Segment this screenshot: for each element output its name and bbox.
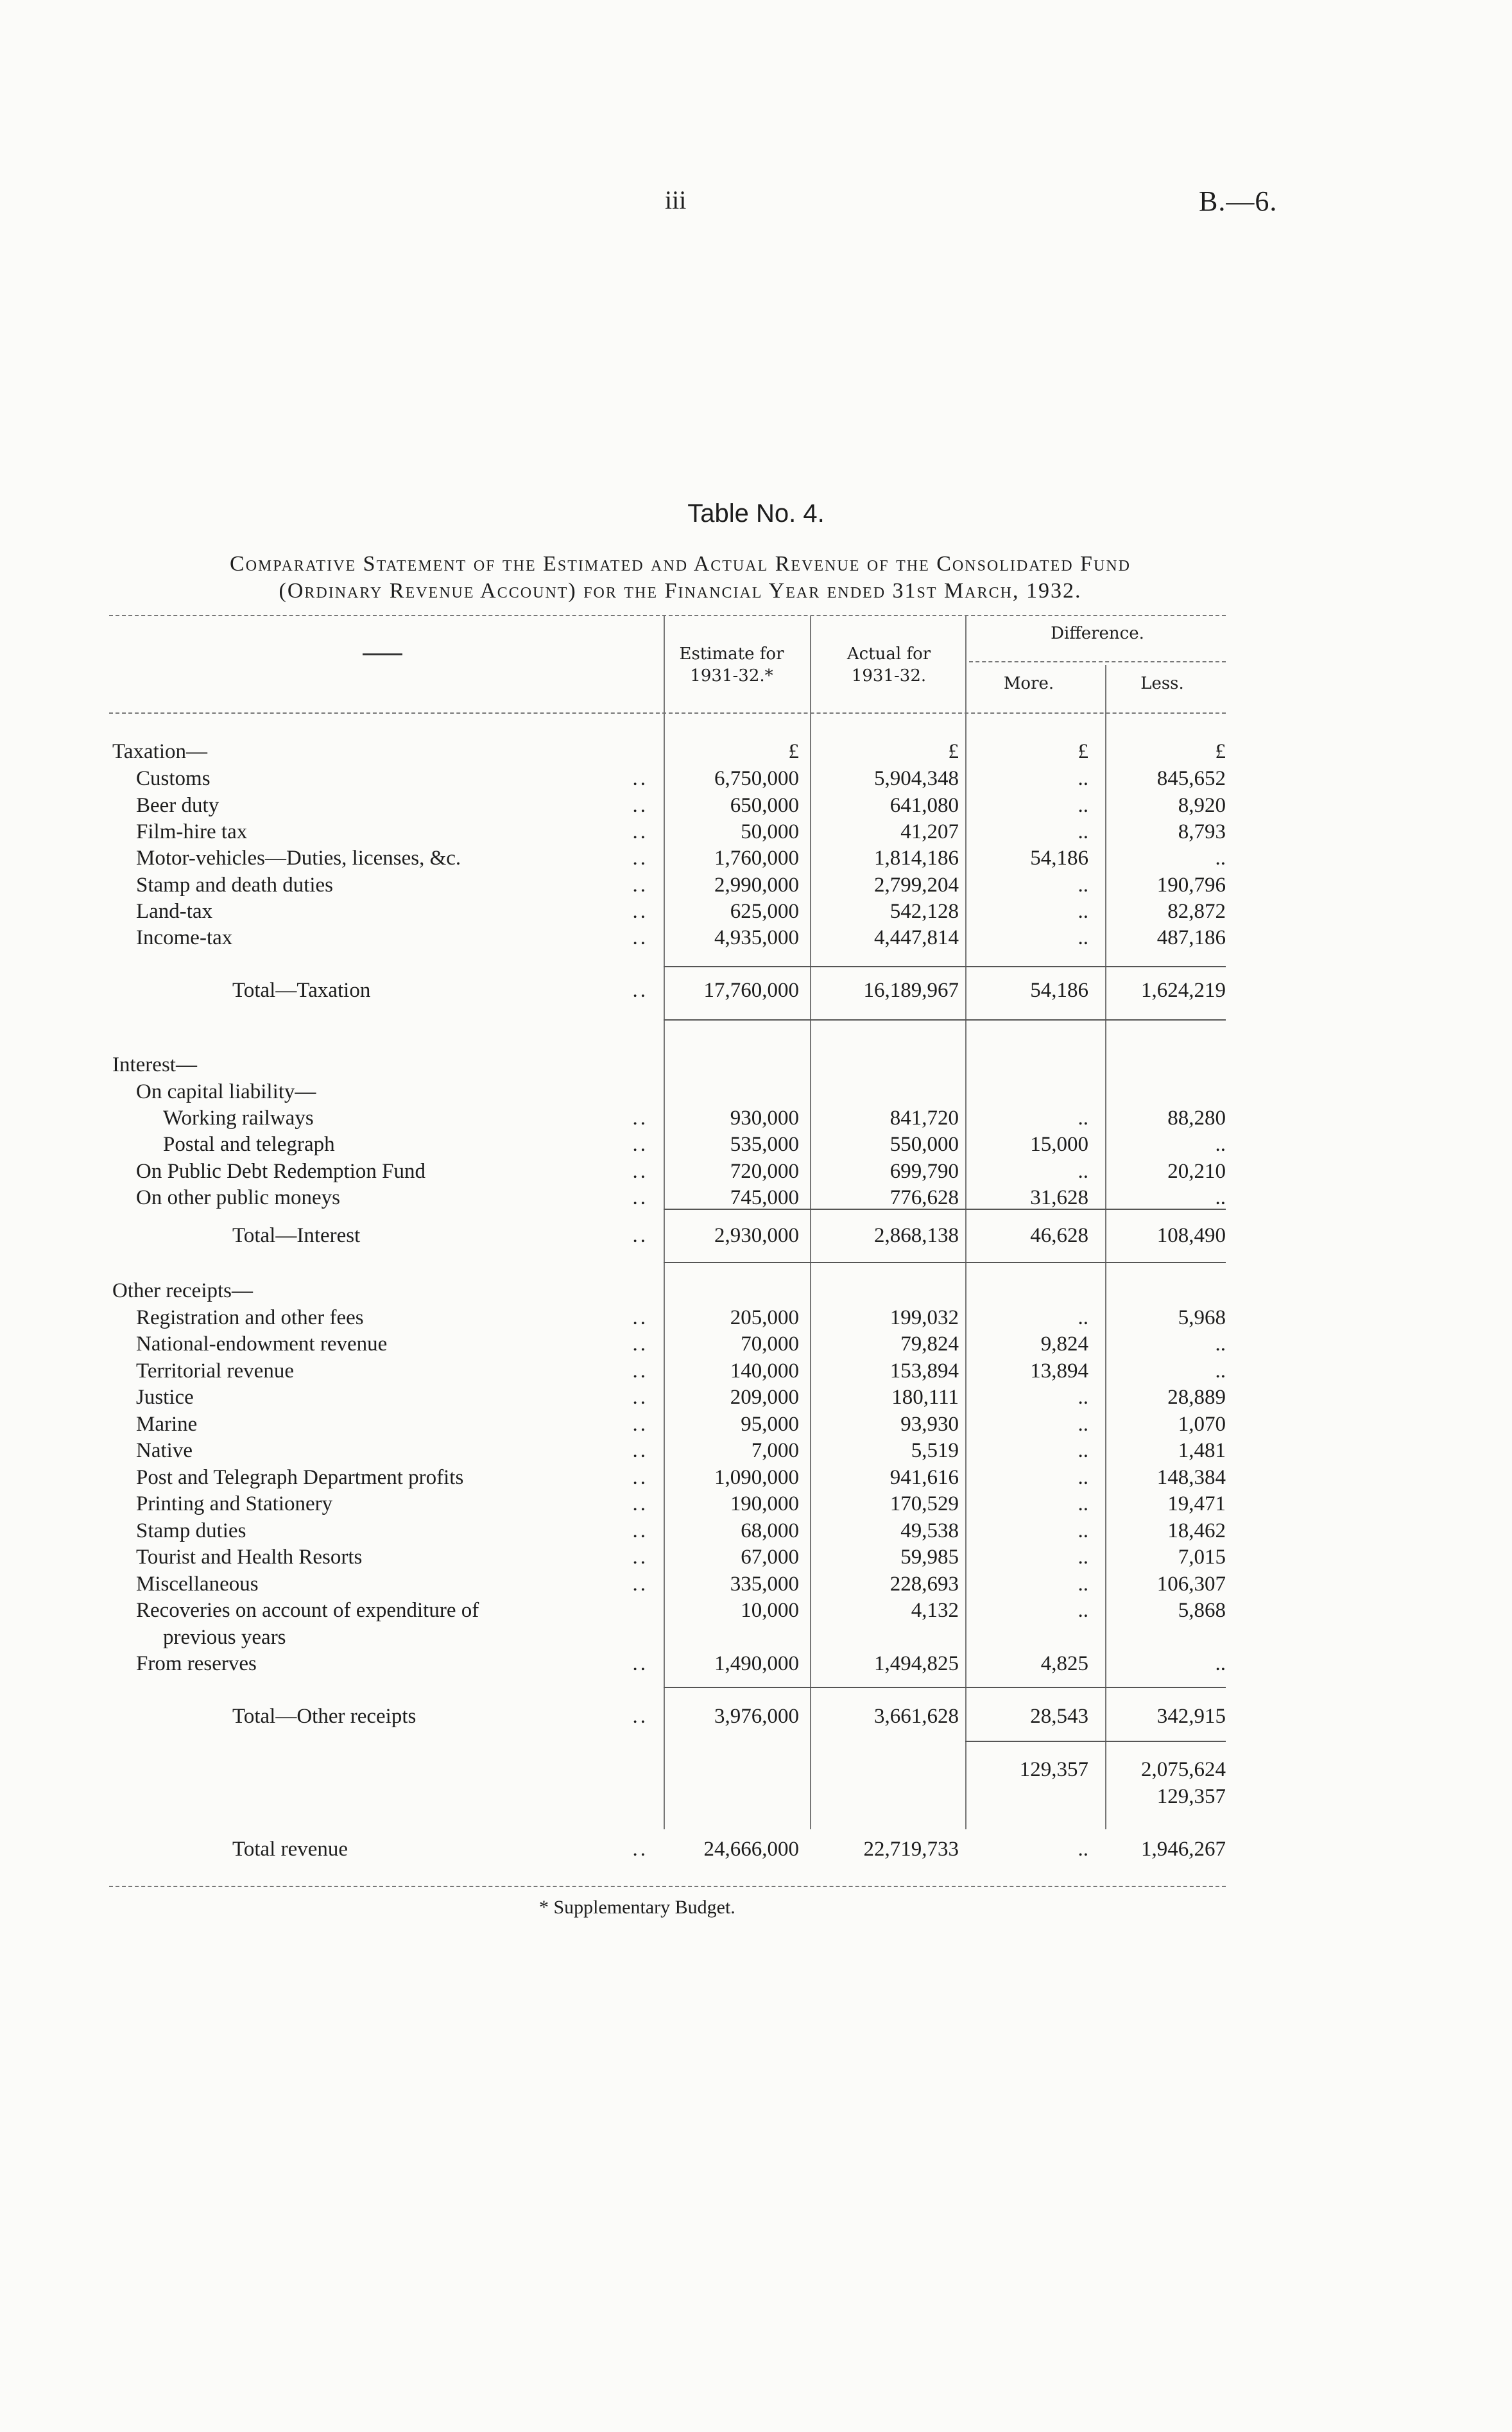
cell-estimate: 24,666,000 <box>703 1838 799 1861</box>
leader-dots: .. <box>632 1652 648 1675</box>
table-row-miscellaneous <box>0 1571 1512 1598</box>
cell-estimate: 67,000 <box>741 1546 799 1569</box>
cell-actual: 4,447,814 <box>874 926 959 949</box>
footnote: * Supplementary Budget. <box>539 1897 735 1918</box>
row-label: Income-tax <box>136 926 233 949</box>
cell-more: .. <box>1078 1439 1088 1462</box>
interest-total-bottom-rule <box>664 1262 1226 1263</box>
table-row-taxation <box>0 738 1512 765</box>
row-label: Miscellaneous <box>136 1573 259 1596</box>
cell-actual: 5,519 <box>911 1439 959 1462</box>
cell-estimate: 68,000 <box>741 1519 799 1542</box>
leader-dots: .. <box>632 1306 648 1329</box>
cell-estimate: 625,000 <box>730 900 799 923</box>
row-label: From reserves <box>136 1652 257 1675</box>
cell-more: 129,357 <box>1019 1758 1088 1781</box>
cell-more: .. <box>1078 1466 1088 1489</box>
table-row-marine <box>0 1411 1512 1438</box>
cell-less: 845,652 <box>1156 767 1226 790</box>
taxation-total-bottom-rule <box>664 1019 1226 1021</box>
table-top-rule <box>109 615 1226 616</box>
table-row-from-reserves <box>0 1650 1512 1677</box>
cell-estimate: 1,090,000 <box>714 1466 799 1489</box>
cell-estimate: 2,990,000 <box>714 874 799 897</box>
row-label: Justice <box>136 1386 194 1409</box>
cell-actual: £ <box>948 740 959 763</box>
row-label: previous years <box>163 1626 286 1649</box>
cell-more: .. <box>1078 1413 1088 1436</box>
table-row-blank <box>0 1783 1512 1810</box>
cell-estimate: 10,000 <box>741 1599 799 1622</box>
cell-more: .. <box>1078 874 1088 897</box>
leader-dots: .. <box>632 1413 648 1436</box>
cell-more: .. <box>1078 794 1088 817</box>
table-row-working-railways <box>0 1105 1512 1132</box>
cell-more: 15,000 <box>1030 1133 1088 1156</box>
cell-estimate: 720,000 <box>730 1160 799 1183</box>
leader-dots: .. <box>632 1133 648 1156</box>
cell-less: 342,915 <box>1156 1705 1226 1728</box>
header-difference: Difference. <box>1051 624 1144 643</box>
cell-less: 82,872 <box>1167 900 1226 923</box>
cell-less: 5,868 <box>1178 1599 1226 1622</box>
other-total-rule <box>664 1687 1226 1688</box>
cell-less: 8,793 <box>1178 820 1226 843</box>
row-label: Total revenue <box>232 1838 348 1861</box>
leader-dots: .. <box>632 1186 648 1209</box>
cell-actual: 49,538 <box>900 1519 959 1542</box>
table-row-on-public-debt-redemption-fund <box>0 1158 1512 1185</box>
row-label: Motor-vehicles—Duties, licenses, &c. <box>136 847 461 870</box>
cell-actual: 776,628 <box>889 1186 959 1209</box>
cell-more: .. <box>1078 1306 1088 1329</box>
cell-more: .. <box>1078 1546 1088 1569</box>
leader-dots: .. <box>632 820 648 843</box>
leader-dots: .. <box>632 1439 648 1462</box>
row-label: Customs <box>136 767 210 790</box>
cell-more: 54,186 <box>1030 847 1088 870</box>
row-label: Total—Interest <box>232 1224 361 1247</box>
cell-less: .. <box>1215 1133 1226 1156</box>
table-row-other-receipts <box>0 1277 1512 1304</box>
table-row-previous-years <box>0 1624 1512 1651</box>
cell-actual: 153,894 <box>889 1359 959 1383</box>
table-row-recoveries-on-account-of-expenditure-of <box>0 1597 1512 1624</box>
table-row-income-tax <box>0 924 1512 951</box>
cell-estimate: 6,750,000 <box>714 767 799 790</box>
cell-less: 28,889 <box>1167 1386 1226 1409</box>
row-label: Interest— <box>112 1053 197 1076</box>
table-row-film-hire-tax <box>0 818 1512 845</box>
table-row-stamp-and-death-duties <box>0 872 1512 899</box>
table-row-on-capital-liability <box>0 1078 1512 1105</box>
cell-more: .. <box>1078 1107 1088 1130</box>
leader-dots: .. <box>632 979 648 1002</box>
cell-less: 5,968 <box>1178 1306 1226 1329</box>
cell-more: .. <box>1078 1838 1088 1861</box>
cell-less: £ <box>1215 740 1226 763</box>
document-reference: B.—6. <box>1199 185 1278 217</box>
cell-less: 1,946,267 <box>1141 1838 1226 1861</box>
cell-less: 2,075,624 <box>1141 1758 1226 1781</box>
leader-dots: .. <box>632 1332 648 1356</box>
leader-dots: .. <box>632 1359 648 1383</box>
table-row-territorial-revenue <box>0 1358 1512 1384</box>
cell-more: .. <box>1078 1519 1088 1542</box>
row-label: National-endowment revenue <box>136 1332 388 1356</box>
row-label: Registration and other fees <box>136 1306 364 1329</box>
table-row-registration-and-other-fees <box>0 1304 1512 1331</box>
leader-dots: .. <box>632 900 648 923</box>
row-label: Recoveries on account of expenditure of <box>136 1599 479 1622</box>
cell-estimate: 2,930,000 <box>714 1224 799 1247</box>
cell-less: .. <box>1215 1332 1226 1356</box>
cell-estimate: 17,760,000 <box>703 979 799 1002</box>
cell-actual: 79,824 <box>900 1332 959 1356</box>
table-row-justice <box>0 1384 1512 1411</box>
table-subtitle-line-1: Comparative Statement of the Estimated and Actual Revenue of the Consolidated Fund <box>230 552 1131 576</box>
cell-more: .. <box>1078 1492 1088 1515</box>
cell-more: .. <box>1078 900 1088 923</box>
cell-less: 19,471 <box>1167 1492 1226 1515</box>
page-number: iii <box>665 185 687 214</box>
other-total-bottom-rule <box>965 1741 1226 1742</box>
leader-dots: .. <box>632 1519 648 1542</box>
cell-less: .. <box>1215 1652 1226 1675</box>
table-row-on-other-public-moneys <box>0 1184 1512 1211</box>
leader-dots: .. <box>632 1224 648 1247</box>
leader-dots: .. <box>632 1838 648 1861</box>
header-estimate: Estimate for 1931-32.* <box>679 644 784 686</box>
cell-less: 1,481 <box>1178 1439 1226 1462</box>
cell-estimate: 190,000 <box>730 1492 799 1515</box>
cell-estimate: 3,976,000 <box>714 1705 799 1728</box>
row-label: On other public moneys <box>136 1186 341 1209</box>
cell-actual: 93,930 <box>900 1413 959 1436</box>
cell-less: 487,186 <box>1156 926 1226 949</box>
row-label: On Public Debt Redemption Fund <box>136 1160 425 1183</box>
table-row-total-revenue <box>0 1836 1512 1863</box>
table-row-post-and-telegraph-department-profits <box>0 1464 1512 1491</box>
cell-more: .. <box>1078 1599 1088 1622</box>
cell-estimate: 140,000 <box>730 1359 799 1383</box>
cell-more: 46,628 <box>1030 1224 1088 1247</box>
cell-less: 1,070 <box>1178 1413 1226 1436</box>
cell-less: .. <box>1215 1186 1226 1209</box>
table-row-land-tax <box>0 898 1512 925</box>
leader-dots: .. <box>632 1107 648 1130</box>
cell-more: 9,824 <box>1040 1332 1088 1356</box>
header-bottom-rule <box>109 712 1226 714</box>
row-label: Post and Telegraph Department profits <box>136 1466 464 1489</box>
cell-more: 13,894 <box>1030 1359 1088 1383</box>
cell-actual: 550,000 <box>889 1133 959 1156</box>
cell-less: .. <box>1215 1359 1226 1383</box>
cell-actual: 699,790 <box>889 1160 959 1183</box>
table-bottom-rule <box>109 1886 1226 1887</box>
table-row-stamp-duties <box>0 1517 1512 1544</box>
leader-dots: .. <box>632 1466 648 1489</box>
cell-less: 108,490 <box>1156 1224 1226 1247</box>
leader-dots: .. <box>632 1386 648 1409</box>
cell-estimate: 650,000 <box>730 794 799 817</box>
table-title: Table No. 4. <box>687 499 825 528</box>
table-row-motor-vehicles-duties-licenses-c <box>0 845 1512 872</box>
cell-less: 8,920 <box>1178 794 1226 817</box>
cell-actual: 841,720 <box>889 1107 959 1130</box>
row-label: Territorial revenue <box>136 1359 294 1383</box>
cell-actual: 1,494,825 <box>874 1652 959 1675</box>
row-label: On capital liability— <box>136 1080 316 1103</box>
taxation-total-rule <box>664 966 1226 967</box>
cell-actual: 180,111 <box>891 1386 959 1409</box>
leader-dots: .. <box>632 767 648 790</box>
cell-estimate: 209,000 <box>730 1386 799 1409</box>
cell-estimate: 745,000 <box>730 1186 799 1209</box>
cell-actual: 2,799,204 <box>874 874 959 897</box>
difference-subheader-rule <box>969 661 1226 662</box>
cell-less: 106,307 <box>1156 1573 1226 1596</box>
table-row-interest <box>0 1051 1512 1078</box>
header-more: More. <box>1003 674 1054 693</box>
row-label: Film-hire tax <box>136 820 248 843</box>
cell-less: 129,357 <box>1156 1785 1226 1808</box>
cell-more: 54,186 <box>1030 979 1088 1002</box>
leader-dots: .. <box>632 847 648 870</box>
cell-actual: 16,189,967 <box>863 979 959 1002</box>
cell-actual: 22,719,733 <box>863 1838 959 1861</box>
leader-dots: .. <box>632 794 648 817</box>
header-blank-dash <box>363 653 402 655</box>
cell-estimate: 50,000 <box>741 820 799 843</box>
cell-more: 31,628 <box>1030 1186 1088 1209</box>
cell-less: 88,280 <box>1167 1107 1226 1130</box>
cell-more: £ <box>1078 740 1088 763</box>
leader-dots: .. <box>632 1546 648 1569</box>
table-row-postal-and-telegraph <box>0 1131 1512 1158</box>
table-row-native <box>0 1437 1512 1464</box>
row-label: Total—Other receipts <box>232 1705 417 1728</box>
header-less: Less. <box>1140 674 1184 693</box>
table-subtitle-line-2: (Ordinary Revenue Account) for the Financial Year ended 31st March, 1932. <box>279 579 1082 603</box>
cell-actual: 2,868,138 <box>874 1224 959 1247</box>
row-label: Beer duty <box>136 794 219 817</box>
row-label: Native <box>136 1439 193 1462</box>
cell-actual: 170,529 <box>889 1492 959 1515</box>
row-label: Taxation— <box>112 740 207 763</box>
cell-more: .. <box>1078 1573 1088 1596</box>
cell-more: .. <box>1078 767 1088 790</box>
table-row-tourist-and-health-resorts <box>0 1544 1512 1571</box>
table-row-total-interest <box>0 1222 1512 1249</box>
cell-estimate: 535,000 <box>730 1133 799 1156</box>
cell-estimate: 70,000 <box>741 1332 799 1356</box>
cell-estimate: 95,000 <box>741 1413 799 1436</box>
cell-more: .. <box>1078 1160 1088 1183</box>
header-actual: Actual for 1931-32. <box>846 644 931 686</box>
cell-more: 4,825 <box>1040 1652 1088 1675</box>
row-label: Stamp duties <box>136 1519 246 1542</box>
cell-actual: 4,132 <box>911 1599 959 1622</box>
table-row-customs <box>0 765 1512 792</box>
row-label: Total—Taxation <box>232 979 371 1002</box>
cell-estimate: 7,000 <box>751 1439 799 1462</box>
cell-estimate: 1,760,000 <box>714 847 799 870</box>
row-label: Printing and Stationery <box>136 1492 333 1515</box>
table-row-printing-and-stationery <box>0 1490 1512 1517</box>
row-label: Postal and telegraph <box>163 1133 335 1156</box>
cell-actual: 59,985 <box>900 1546 959 1569</box>
cell-actual: 542,128 <box>889 900 959 923</box>
cell-less: .. <box>1215 847 1226 870</box>
cell-actual: 5,904,348 <box>874 767 959 790</box>
cell-less: 190,796 <box>1156 874 1226 897</box>
cell-less: 18,462 <box>1167 1519 1226 1542</box>
cell-less: 148,384 <box>1156 1466 1226 1489</box>
cell-less: 1,624,219 <box>1141 979 1226 1002</box>
table-row-blank <box>0 1756 1512 1783</box>
cell-more: .. <box>1078 1386 1088 1409</box>
cell-actual: 1,814,186 <box>874 847 959 870</box>
cell-less: 7,015 <box>1178 1546 1226 1569</box>
cell-estimate: 4,935,000 <box>714 926 799 949</box>
cell-more: .. <box>1078 820 1088 843</box>
cell-estimate: 335,000 <box>730 1573 799 1596</box>
cell-estimate: 205,000 <box>730 1306 799 1329</box>
leader-dots: .. <box>632 1160 648 1183</box>
leader-dots: .. <box>632 1492 648 1515</box>
cell-actual: 41,207 <box>900 820 959 843</box>
cell-estimate: 930,000 <box>730 1107 799 1130</box>
table-row-national-endowment-revenue <box>0 1331 1512 1358</box>
cell-estimate: £ <box>788 740 799 763</box>
cell-estimate: 1,490,000 <box>714 1652 799 1675</box>
leader-dots: .. <box>632 1705 648 1728</box>
leader-dots: .. <box>632 926 648 949</box>
row-label: Working railways <box>163 1107 314 1130</box>
cell-more: .. <box>1078 926 1088 949</box>
cell-less: 20,210 <box>1167 1160 1226 1183</box>
cell-actual: 3,661,628 <box>874 1705 959 1728</box>
row-label: Marine <box>136 1413 198 1436</box>
table-row-beer-duty <box>0 792 1512 819</box>
table-row-total-other-receipts <box>0 1703 1512 1730</box>
cell-actual: 941,616 <box>889 1466 959 1489</box>
row-label: Tourist and Health Resorts <box>136 1546 363 1569</box>
row-label: Land-tax <box>136 900 213 923</box>
cell-actual: 641,080 <box>889 794 959 817</box>
leader-dots: .. <box>632 874 648 897</box>
cell-actual: 199,032 <box>889 1306 959 1329</box>
row-label: Stamp and death duties <box>136 874 334 897</box>
cell-more: 28,543 <box>1030 1705 1088 1728</box>
cell-actual: 228,693 <box>889 1573 959 1596</box>
table-row-total-taxation <box>0 977 1512 1004</box>
leader-dots: .. <box>632 1573 648 1596</box>
row-label: Other receipts— <box>112 1279 253 1302</box>
